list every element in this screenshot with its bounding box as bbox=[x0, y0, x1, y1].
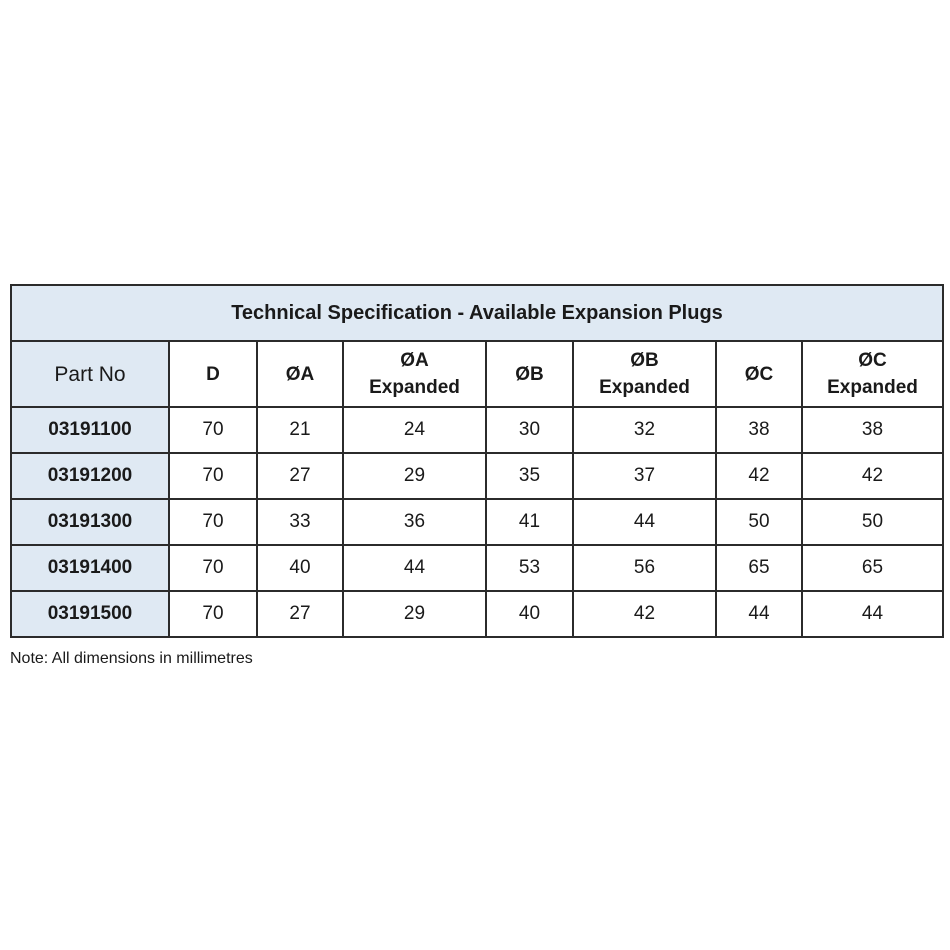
part-number-cell: 03191400 bbox=[11, 545, 169, 591]
table-cell: 40 bbox=[257, 545, 343, 591]
table-cell: 44 bbox=[716, 591, 802, 637]
header-sublabel: Expanded bbox=[369, 377, 460, 398]
header-sublabel: Expanded bbox=[827, 377, 918, 398]
spec-table-container bbox=[10, 284, 942, 638]
table-cell: 56 bbox=[573, 545, 716, 591]
table-cell: 44 bbox=[573, 499, 716, 545]
table-cell: 27 bbox=[257, 453, 343, 499]
column-header-dia-b-expanded bbox=[573, 341, 716, 407]
table-row bbox=[11, 453, 943, 499]
table-row bbox=[11, 407, 943, 453]
dimensions-note: Note: All dimensions in millimetres bbox=[10, 650, 253, 667]
column-header-dia-c-expanded bbox=[802, 341, 943, 407]
table-cell: 44 bbox=[343, 545, 486, 591]
header-label: ØB bbox=[630, 350, 659, 371]
table-cell: 44 bbox=[802, 591, 943, 637]
header-label: ØC bbox=[858, 350, 887, 371]
header-label: D bbox=[206, 363, 220, 385]
table-cell: 53 bbox=[486, 545, 573, 591]
table-row bbox=[11, 545, 943, 591]
table-cell: 29 bbox=[343, 453, 486, 499]
column-header-dia-c bbox=[716, 341, 802, 407]
part-number-cell: 03191100 bbox=[11, 407, 169, 453]
table-cell: 65 bbox=[802, 545, 943, 591]
table-cell: 38 bbox=[716, 407, 802, 453]
column-header-dia-b bbox=[486, 341, 573, 407]
table-cell: 42 bbox=[716, 453, 802, 499]
spec-table bbox=[10, 284, 944, 638]
table-cell: 27 bbox=[257, 591, 343, 637]
column-header-d bbox=[169, 341, 257, 407]
table-cell: 37 bbox=[573, 453, 716, 499]
table-title: Technical Specification - Available Expansion Plugs bbox=[11, 285, 943, 341]
title-row bbox=[11, 285, 943, 341]
header-label: ØC bbox=[744, 363, 774, 385]
table-cell: 24 bbox=[343, 407, 486, 453]
header-sublabel: Expanded bbox=[599, 377, 690, 398]
table-cell: 36 bbox=[343, 499, 486, 545]
table-cell: 65 bbox=[716, 545, 802, 591]
table-cell: 70 bbox=[169, 591, 257, 637]
table-cell: 21 bbox=[257, 407, 343, 453]
table-cell: 33 bbox=[257, 499, 343, 545]
table-cell: 35 bbox=[486, 453, 573, 499]
table-cell: 42 bbox=[573, 591, 716, 637]
table-cell: 70 bbox=[169, 499, 257, 545]
table-row bbox=[11, 591, 943, 637]
header-label: ØA bbox=[400, 350, 429, 371]
table-cell: 41 bbox=[486, 499, 573, 545]
table-row bbox=[11, 499, 943, 545]
part-number-cell: 03191200 bbox=[11, 453, 169, 499]
part-number-cell: 03191300 bbox=[11, 499, 169, 545]
table-cell: 40 bbox=[486, 591, 573, 637]
table-cell: 32 bbox=[573, 407, 716, 453]
table-cell: 30 bbox=[486, 407, 573, 453]
column-header-dia-a-expanded bbox=[343, 341, 486, 407]
column-header-dia-a bbox=[257, 341, 343, 407]
table-cell: 42 bbox=[802, 453, 943, 499]
table-cell: 70 bbox=[169, 545, 257, 591]
header-label: Part No bbox=[54, 362, 126, 386]
table-cell: 70 bbox=[169, 407, 257, 453]
header-label: ØB bbox=[515, 363, 544, 385]
part-number-cell: 03191500 bbox=[11, 591, 169, 637]
column-header-part-no bbox=[11, 341, 169, 407]
table-cell: 50 bbox=[716, 499, 802, 545]
table-cell: 50 bbox=[802, 499, 943, 545]
table-cell: 38 bbox=[802, 407, 943, 453]
table-cell: 29 bbox=[343, 591, 486, 637]
header-row bbox=[11, 341, 943, 407]
header-label: ØA bbox=[285, 363, 315, 385]
table-cell: 70 bbox=[169, 453, 257, 499]
